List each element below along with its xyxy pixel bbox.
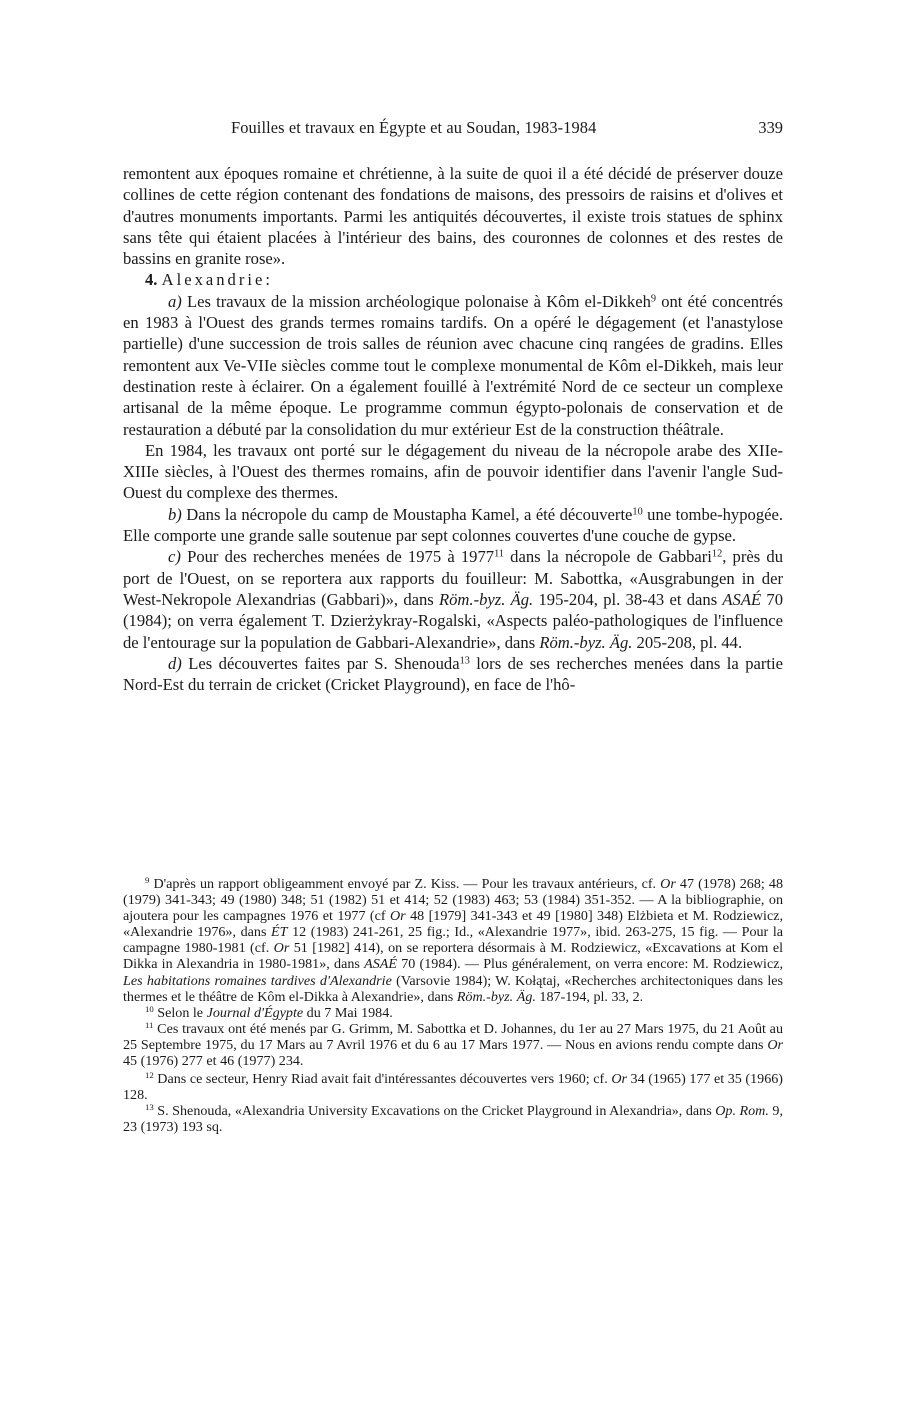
footnote-ref: 9 bbox=[650, 293, 657, 305]
footnote-11: $^{11}$ Ces travaux ont été menés par G. Grimm, M. Sabottka et D. Johannes, du 1er au 27 Mars 1975, du 21 Août au 25 Septembre 1975, du 17 Mars au 7 Avril 1976 et du 6 au 17 Mars 1977. — Nous en avions rendu compte dans Or 45 (1976) 277 et 46 (1977) 234. bbox=[123, 1020, 783, 1070]
paragraph-c: c) Pour des recherches menées de 1975 à 1977$^{11}$ dans la nécropole de Gabbari$^{12}$, près du port de l'Ouest, on se reportera aux rapports du fouilleur: M. Sabottka, «Ausgrabungen in der West-Nekropole Alexandrias (Gabbari)», dans Röm.-byz. Äg. 195-204, pl. 38-43 et dans ASAÉ 70 (1984); on verra également T. Dzierżykray-Rogalski, «Aspects paléo-pathologiques de l'influence de l'entourage sur la population de Gabbari-Alexandrie», dans Röm.-byz. Äg. 205-208, pl. 44. bbox=[123, 547, 783, 652]
footnote-ref: 11 bbox=[494, 548, 504, 560]
footnote-ref: 13 bbox=[459, 655, 470, 667]
section-heading-alexandrie: 4. Alexandrie: bbox=[145, 270, 273, 290]
footnote-12: $^{12}$ Dans ce secteur, Henry Riad avait fait d'intéressantes découvertes vers 1960; cf. Or 34 (1965) 177 et 35 (1966) 128. bbox=[123, 1070, 783, 1104]
page-number: 339 bbox=[758, 118, 783, 137]
footnotes bbox=[123, 876, 783, 1136]
footnote-13: $^{13}$ S. Shenouda, «Alexandria University Excavations on the Cricket Playground in Alexandria», dans Op. Rom. 9, 23 (1973) 193 sq. bbox=[123, 1102, 783, 1136]
footnote-ref: 12 bbox=[711, 548, 723, 560]
paragraph-b: b) Dans la nécropole du camp de Moustapha Kamel, a été découverte$^{10}$ une tombe-hypogée. Elle comporte une grande salle soutenue par sept colonnes couvertes d'une couche de gypse. bbox=[123, 504, 783, 546]
main-text bbox=[123, 163, 783, 695]
footnote-ref: 10 bbox=[632, 506, 643, 518]
paragraph-d: d) Les découvertes faites par S. Shenouda$^{13}$ lors de ses recherches menées dans la partie Nord-Est du terrain de cricket (Cricket Playground), en face de l'hô- bbox=[123, 653, 783, 695]
running-title: Fouilles et travaux en Égypte et au Soudan, 1983-1984 bbox=[231, 118, 597, 137]
paragraph-a: a) Les travaux de la mission archéologique polonaise à Kôm el-Dikkeh$^9$ ont été concentrés en 1983 à l'Ouest des grands termes romains tardifs. On a opéré le dégagement (et l'anastylose partielle) d'une succession de trois salles de réunion avec chacune cinq rangées de gradins. Elles remontent aux Ve-VIIe siècles comme tout le complexe monumental de Kôm el-Dikkeh, mais leur destination reste à éclairer. On a également fouillé à l'extrémité Nord de ce secteur un complexe artisanal de la même époque. Le programme commun égypto-polonais de conservation et de restauration a débuté par la consolidation du mur extérieur Est de la construction théâtrale. bbox=[123, 291, 783, 439]
footnote-10: $^{10}$ Selon le Journal d'Égypte du 7 Mai 1984. bbox=[145, 1003, 393, 1021]
running-header bbox=[123, 118, 783, 140]
footnote-9: $^9$ D'après un rapport obligeamment envoyé par Z. Kiss. — Pour les travaux antérieurs, cf. Or 47 (1978) 268; 48 (1979) 341-343; 49 (1980) 348; 51 (1982) 51 et 414; 52 (1983) 463; 53 (1984) 351-352. — A la bibliographie, on ajoutera pour les campagnes 1976 et 1977 (cf Or 48 [1979] 341-343 et 49 [1980] 348) Elżbieta et M. Rodziewicz, «Alexandrie 1976», dans ÉT 12 (1983) 241-261, 25 fig.; Id., «Alexandrie 1977», ibid. 263-275, 15 fig. — Pour la campagne 1980-1981 (cf. Or 51 [1982] 414), on se reportera désormais à M. Rodziewicz, «Excavations at Kom el Dikka in Alexandria in 1980-1981», dans ASAÉ 70 (1984). — Plus généralement, on verra encore: M. Rodziewicz, Les habitations romaines tardives d'Alexandrie (Varsovie 1984); W. Kołątaj, «Recherches architectoniques dans les thermes et le théâtre de Kôm el-Dikka à Alexandrie», dans Röm.-byz. Äg. 187-194, pl. 33, 2. bbox=[123, 875, 783, 1005]
paragraph-1984: En 1984, les travaux ont porté sur le dégagement du niveau de la nécropole arabe des XIIe-XIIIe siècles, à l'Ouest des thermes romains, afin de pouvoir identifier dans l'avenir l'angle Sud-Ouest du complexe des thermes. bbox=[123, 440, 783, 503]
paragraph-continuation: remontent aux époques romaine et chrétienne, à la suite de quoi il a été décidé de préserver douze collines de cette région contenant des fondations de maisons, des pressoirs de raisins et d'olives et d'autres monuments importants. Parmi les antiquités découvertes, il existe trois statues de sphinx sans tête qui étaient placées à l'intérieur des bains, des couronnes de colonnes et des restes de bassins en granite rose». bbox=[123, 164, 783, 269]
